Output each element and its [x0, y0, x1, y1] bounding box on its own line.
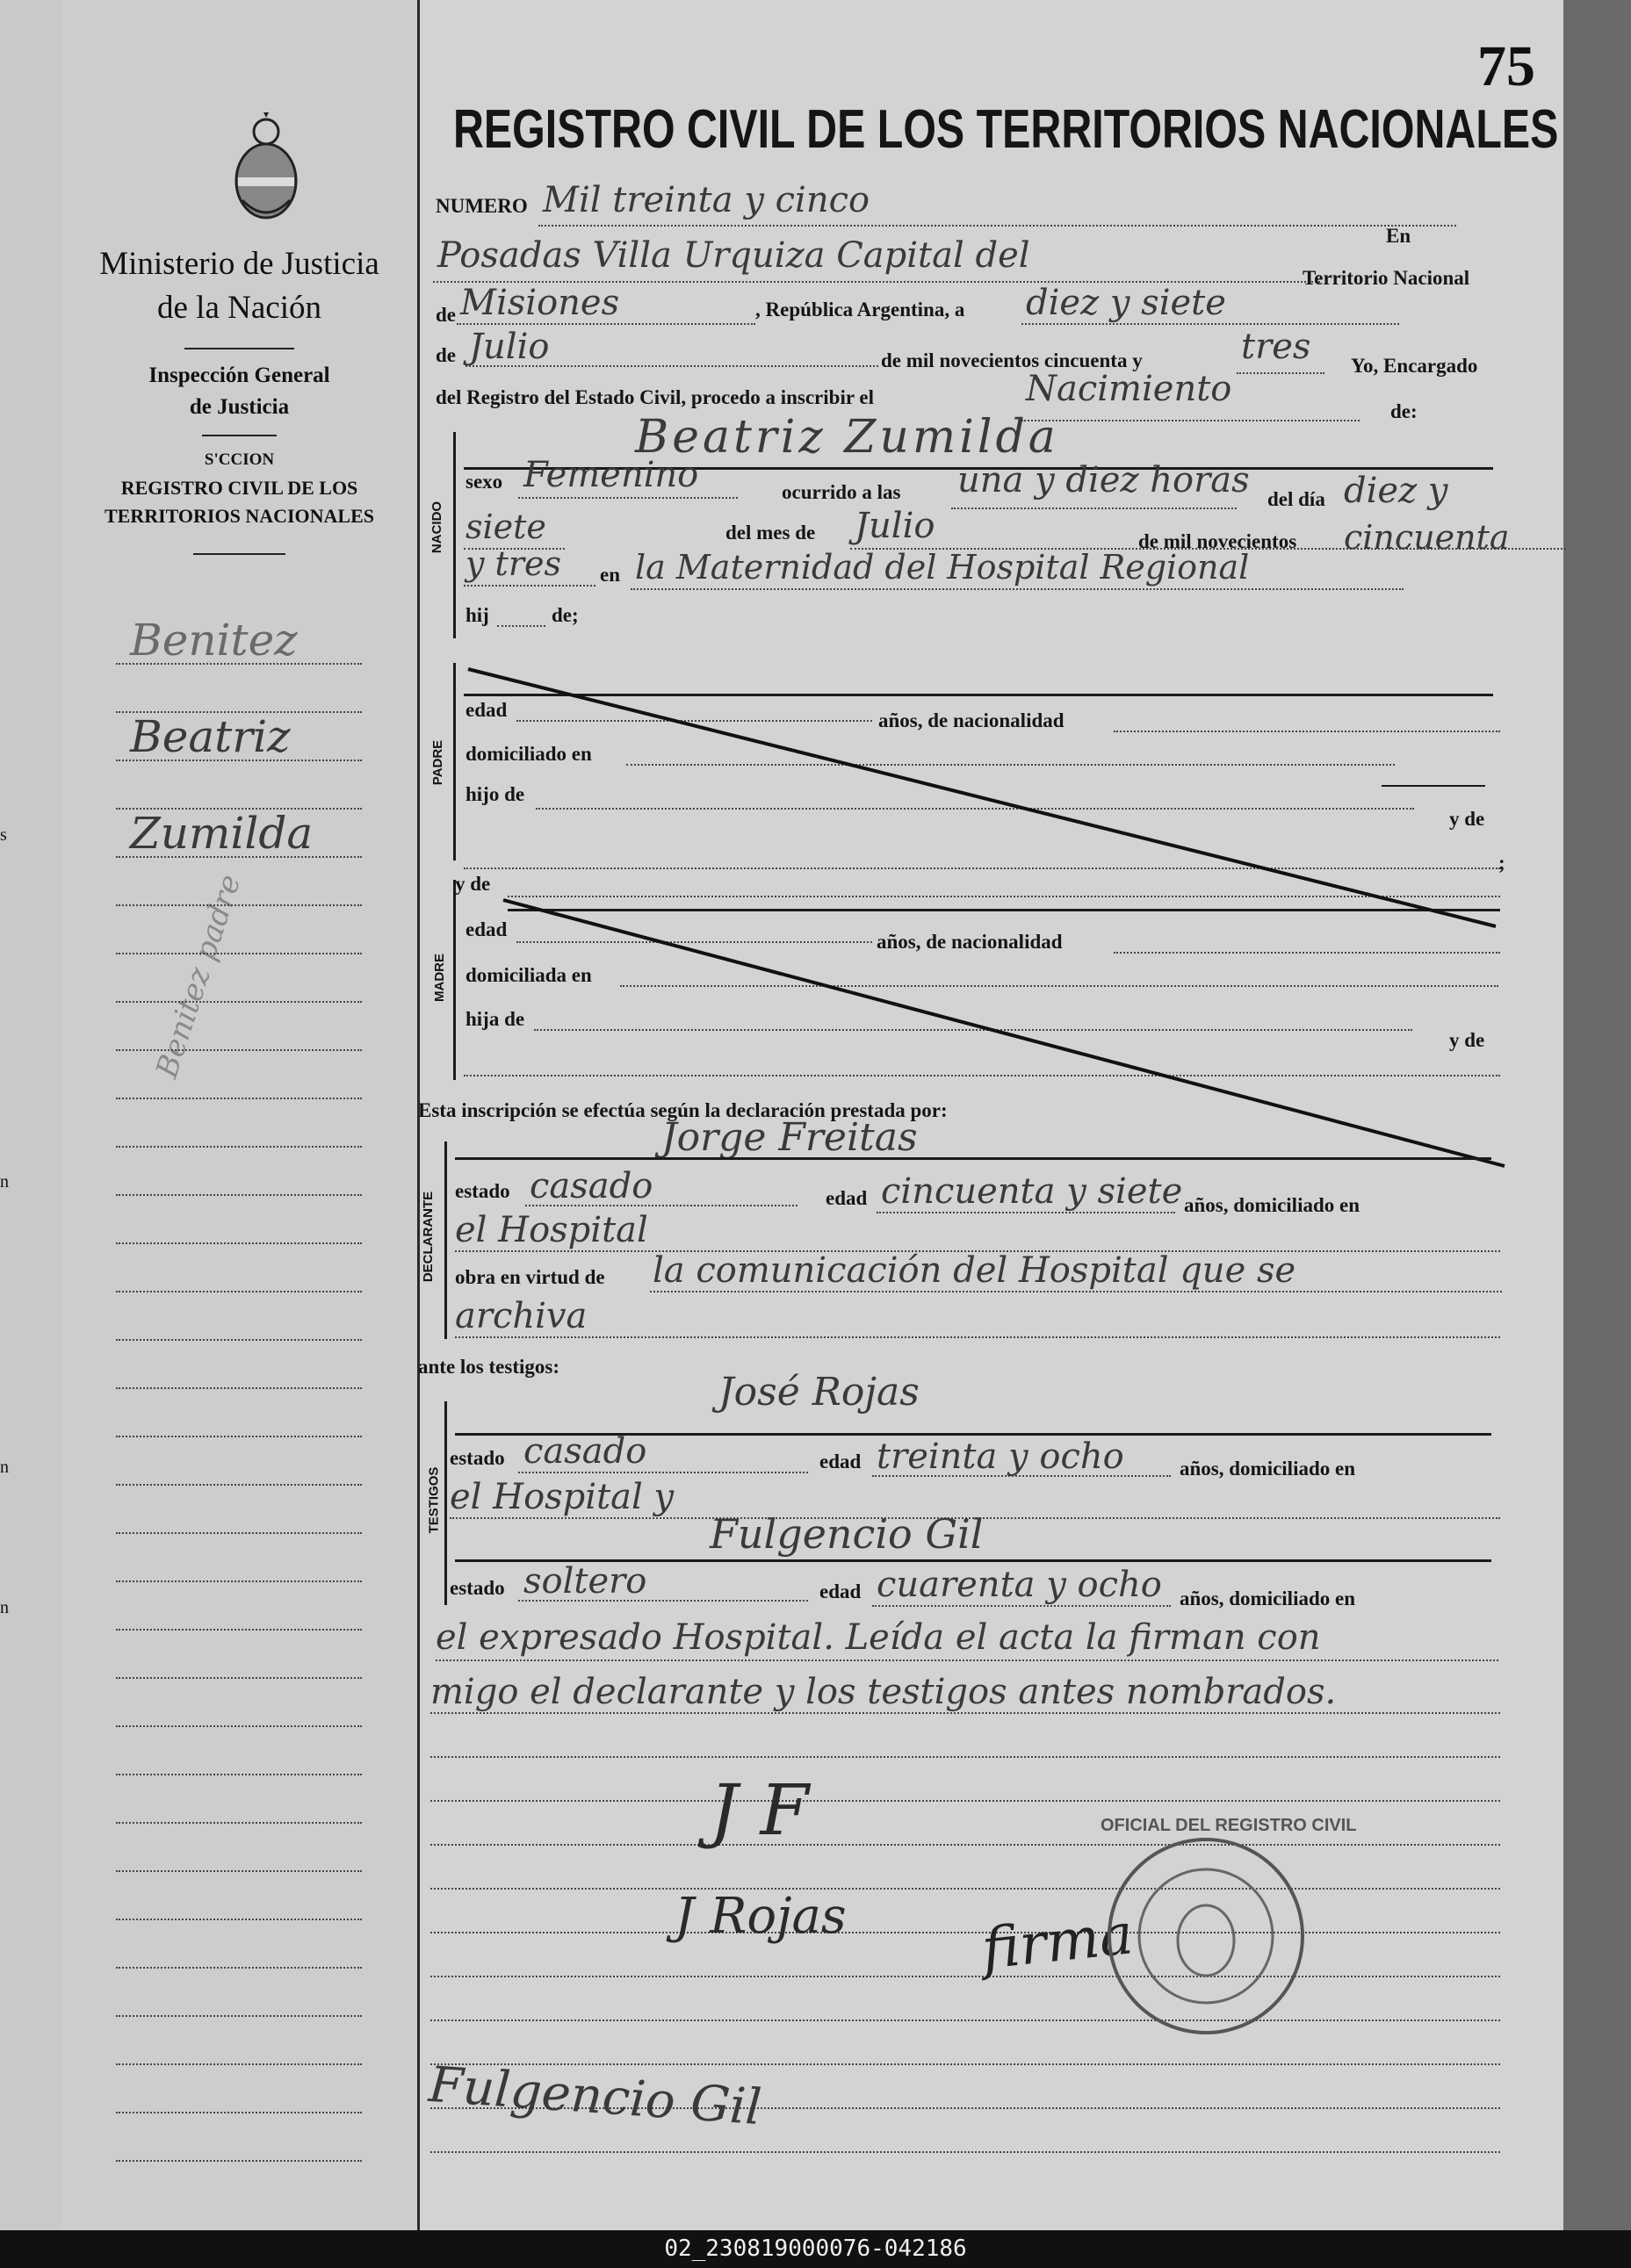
obra-value-cont: archiva: [455, 1296, 588, 1336]
padre-semicolon: ;: [1498, 852, 1505, 874]
signature-2: J Rojas: [675, 1888, 847, 1945]
mes-value: Julio: [855, 506, 935, 546]
margin-ruled-line: [116, 711, 362, 713]
margin-ruled-line: [116, 1291, 362, 1292]
closing-line2: migo el declarante y los testigos antes nombrados.: [430, 1672, 1337, 1712]
padre-domiciliado-label: domiciliado en: [465, 743, 592, 765]
act-value: Nacimiento: [1026, 369, 1232, 409]
day-value: diez y siete: [1026, 283, 1226, 323]
margin-ruled-line: [116, 2112, 362, 2113]
testigo2-edad-value: cuarenta y ocho: [877, 1565, 1162, 1605]
republica-label: , República Argentina, a: [755, 299, 965, 320]
del-dia-label: del día: [1267, 488, 1325, 510]
margin-ruled-line: [116, 1339, 362, 1341]
testigo2-name: Fulgencio Gil: [710, 1510, 984, 1558]
ministry-name: Ministerio de Justicia de la Nación: [99, 246, 379, 326]
margin-ruled-line: [116, 1436, 362, 1437]
page-number: 75: [1477, 34, 1535, 98]
place-value: Posadas Villa Urquiza Capital del: [437, 235, 1030, 276]
de-semicolon-label: de;: [552, 604, 579, 626]
margin-ruled-line: [116, 1194, 362, 1196]
numero-value: Mil treinta y cinco: [543, 180, 870, 220]
anio-value-cont: y tres: [465, 544, 561, 583]
margin-ruled-line: [116, 1580, 362, 1582]
declarante-name: Jorge Freitas: [661, 1115, 918, 1160]
nacido-side-label: NACIDO: [429, 500, 445, 554]
de-label: de: [436, 304, 456, 326]
declarante-estado-value: casado: [530, 1166, 653, 1206]
yo-label: Yo, Encargado: [1351, 355, 1478, 377]
margin-ruled-line: [116, 904, 362, 906]
official-seal-icon: [1101, 1816, 1357, 2041]
testigo2-estado-label: estado: [450, 1577, 505, 1599]
form-ruled-line: [430, 1844, 1500, 1846]
month-value: Julio: [469, 327, 550, 367]
year-value: tres: [1241, 327, 1311, 367]
form-ruled-line: [430, 1976, 1500, 1977]
inspection-name: Inspección General de Justicia: [148, 364, 330, 419]
left-margin-column: [61, 0, 420, 2230]
page-title: REGISTRO CIVIL DE LOS TERRITORIOS NACIONALES: [453, 99, 1559, 160]
margin-ruled-line: [116, 663, 362, 665]
padre-y-de-label: y de: [1449, 808, 1485, 830]
margin-note: Benitez padre: [149, 870, 249, 1083]
testigo1-edad-label: edad: [819, 1451, 862, 1472]
form-ruled-line: [430, 1756, 1500, 1758]
en-label-nacido: en: [600, 564, 620, 586]
testigos-side-label: TESTIGOS: [426, 1466, 442, 1534]
signature-1: J F: [710, 1769, 810, 1851]
margin-ruled-line: [116, 1484, 362, 1486]
margin-ruled-line: [116, 2015, 362, 2017]
madre-side-label: MADRE: [432, 954, 447, 1002]
hij-label: hij: [465, 604, 489, 626]
testigo1-dom-value: el Hospital y: [450, 1477, 675, 1517]
divider: [202, 435, 277, 436]
margin-ruled-line: [116, 1387, 362, 1389]
margin-ruled-line: [116, 953, 362, 954]
madre-edad-label: edad: [465, 918, 508, 940]
testigo2-edad-label: edad: [819, 1580, 862, 1602]
signature-3: Fulgencio Gil: [427, 2056, 764, 2137]
margin-ruled-line: [116, 1774, 362, 1775]
numero-label: NUMERO: [436, 195, 528, 217]
testigo1-anos-label: años, domiciliado en: [1180, 1458, 1356, 1480]
province-value: Misiones: [460, 283, 620, 323]
edge-letter: n: [0, 1598, 9, 1617]
testigo1-estado-label: estado: [450, 1447, 505, 1469]
margin-ruled-line: [116, 1001, 362, 1003]
closing-line1: el expresado Hospital. Leída el acta la firman con: [436, 1617, 1321, 1658]
margin-ruled-line: [116, 808, 362, 810]
cancellation-strikes: [420, 0, 1559, 1194]
margin-ruled-line: [116, 760, 362, 761]
dia-value: diez y: [1344, 471, 1448, 511]
margin-ruled-line: [116, 1967, 362, 1969]
signature-4: firma: [978, 1902, 1137, 1983]
en-label: En: [1386, 225, 1411, 247]
binding-edge: [1563, 0, 1631, 2230]
testigos-intro: ante los testigos:: [418, 1356, 559, 1378]
year-label: de mil novecientos cincuenta y: [881, 349, 1143, 371]
form-area: [418, 0, 1559, 2230]
declaracion-text: Esta inscripción se efectúa según la declaración prestada por:: [418, 1099, 948, 1121]
testigo1-name: José Rojas: [718, 1370, 920, 1415]
obra-value: la comunicación del Hospital que se: [653, 1250, 1296, 1291]
margin-firstname: Beatriz: [130, 711, 291, 762]
sexo-value: Femenino: [523, 455, 699, 495]
madre-y-de-label: y de: [455, 873, 491, 895]
madre-hija-label: hija de: [465, 1008, 525, 1030]
hour-value: una y diez horas: [957, 460, 1250, 500]
form-ruled-line: [430, 2020, 1500, 2021]
image-id-bar: 02_230819000076-042186: [0, 2230, 1631, 2268]
dia-value-cont: siete: [465, 508, 546, 546]
margin-ruled-line: [116, 1677, 362, 1679]
madre-domiciliada-label: domiciliada en: [465, 964, 592, 986]
lugar-value: la Maternidad del Hospital Regional: [635, 548, 1250, 587]
margin-ruled-line: [116, 1822, 362, 1824]
margin-surname: Benitez: [130, 615, 298, 666]
madre-y-de2-label: y de: [1449, 1029, 1485, 1051]
margin-ruled-line: [116, 1870, 362, 1872]
form-ruled-line: [430, 2063, 1500, 2065]
sexo-label: sexo: [465, 471, 503, 493]
divider: [184, 348, 294, 349]
padre-edad-label: edad: [465, 699, 508, 721]
edge-letter: n: [0, 1458, 9, 1477]
margin-ruled-line: [116, 2160, 362, 2162]
edge-letter: s: [0, 825, 7, 845]
padre-hijo-label: hijo de: [465, 783, 525, 805]
seal-text: OFICIAL DEL REGISTRO CIVIL: [1101, 1816, 1357, 1835]
ocurrido-label: ocurrido a las: [782, 481, 901, 503]
margin-ruled-line: [116, 1532, 362, 1534]
margin-ruled-line: [116, 1629, 362, 1631]
padre-strike: [468, 669, 1496, 926]
form-ruled-line: [430, 1888, 1500, 1890]
padre-side-label: PADRE: [430, 739, 446, 786]
testigo1-estado-value: casado: [523, 1431, 647, 1472]
declarante-edad-value: cincuenta y siete: [881, 1171, 1183, 1212]
declarante-side-label: DECLARANTE: [421, 1191, 437, 1283]
registro-label: del Registro del Estado Civil, procedo a inscribir el: [436, 386, 874, 408]
margin-ruled-line: [116, 1098, 362, 1099]
madre-strike: [503, 900, 1505, 1166]
adjacent-page-edge: [0, 0, 61, 2230]
de3-label: de:: [1390, 400, 1418, 422]
de2-label: de: [436, 344, 456, 366]
margin-ruled-line: [116, 856, 362, 858]
divider: [193, 553, 285, 555]
margin-ruled-line: [116, 1242, 362, 1244]
madre-anos-label: años, de nacionalidad: [877, 931, 1063, 953]
margin-secondname: Zumilda: [130, 808, 314, 859]
form-ruled-line: [430, 2151, 1500, 2153]
form-ruled-line: [430, 1932, 1500, 1933]
anio-value: cincuenta: [1344, 518, 1510, 557]
section-name: S'CCION REGISTRO CIVIL DE LOS TERRITORIOS NACIONALES: [104, 450, 375, 527]
edge-letter: n: [0, 1172, 9, 1192]
declarante-edad-label: edad: [826, 1187, 868, 1209]
del-mes-label: del mes de: [725, 522, 816, 544]
territorio-label: Territorio Nacional: [1303, 267, 1470, 289]
testigo2-estado-value: soltero: [523, 1561, 647, 1602]
margin-ruled-line: [116, 1725, 362, 1727]
margin-ruled-line: [116, 1049, 362, 1051]
margin-ruled-line: [116, 2063, 362, 2065]
declarante-estado-label: estado: [455, 1180, 510, 1202]
obra-label: obra en virtud de: [455, 1266, 605, 1288]
testigo1-edad-value: treinta y ocho: [877, 1436, 1124, 1477]
margin-ruled-line: [116, 1146, 362, 1148]
child-name: Beatriz Zumilda: [635, 411, 1059, 464]
mil-label: de mil novecientos: [1138, 530, 1297, 552]
declarante-anos-label: años, domiciliado en: [1184, 1194, 1360, 1216]
testigo2-anos-label: años, domiciliado en: [1180, 1588, 1356, 1609]
form-ruled-line: [430, 1800, 1500, 1802]
coat-of-arms-icon: [227, 112, 306, 227]
padre-anos-label: años, de nacionalidad: [878, 709, 1064, 731]
margin-ruled-line: [116, 1919, 362, 1920]
declarante-dom-value: el Hospital: [455, 1210, 648, 1250]
